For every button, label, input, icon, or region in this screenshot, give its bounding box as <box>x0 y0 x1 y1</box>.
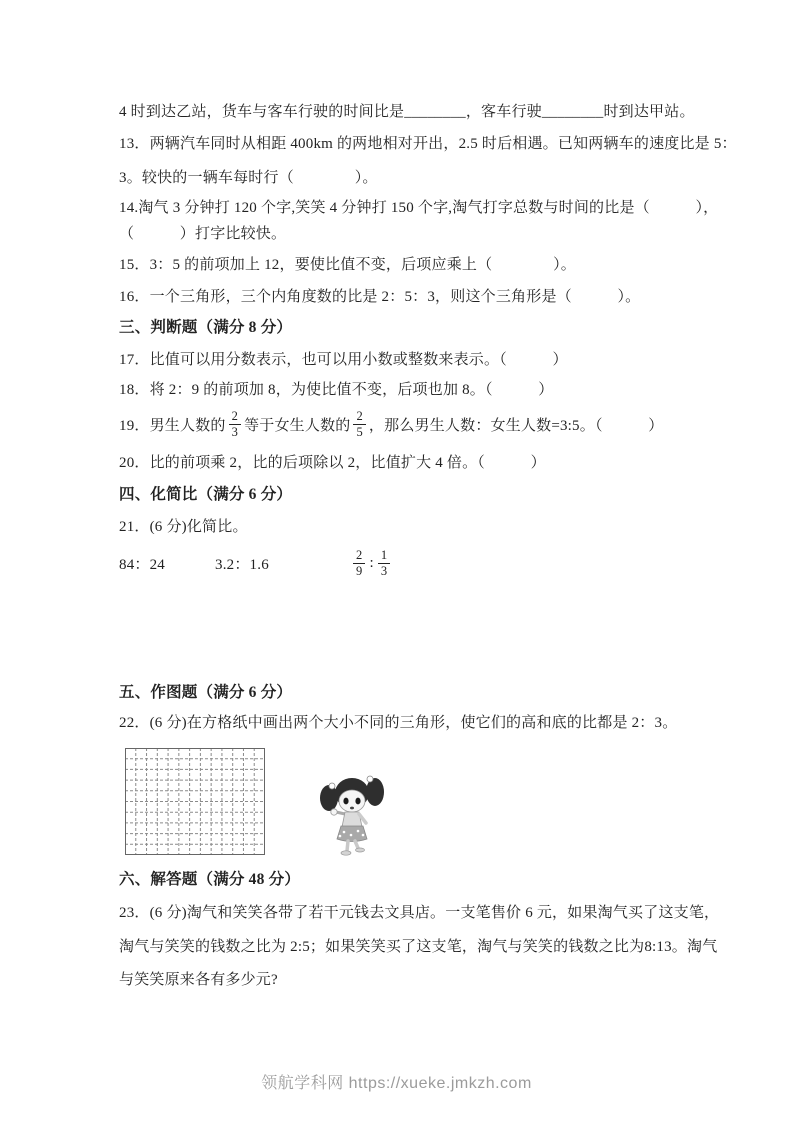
question-23-line-1: 23．(6 分)淘气和笑笑各带了若干元钱去文具店。一支笔售价 6 元，如果淘气买了这支笔， <box>119 905 720 921</box>
section-4-simplify-title: 四、化简比（满分 6 分） <box>119 486 293 503</box>
fraction-two-ninths: $\frac{2}{9}$ <box>353 548 365 578</box>
question-23-line-2: 淘气与笑笑的钱数之比为 2:5；如果笑笑买了这支笔，淘气与笑笑的钱数之比为8:13。淘气 <box>119 939 718 955</box>
question-18: 18．将 2：9 的前项加 8，为使比值不变，后项也加 8。（ ） <box>119 382 554 398</box>
site-watermark: 领航学科网 https://xueke.jmkzh.com <box>261 1075 532 1092</box>
ratio-item-2: 3.2：1.6 <box>215 556 269 573</box>
fraction-one-third: $\frac{1}{3}$ <box>378 548 390 578</box>
fraction-two-thirds: $\frac{2}{3}$ <box>229 409 241 439</box>
ratio-item-3 <box>350 540 393 586</box>
fraction-two-fifths: $\frac{2}{5}$ <box>353 409 365 439</box>
question-14-line-2: （ ）打字比较快。 <box>119 226 287 242</box>
section-5-drawing-title: 五、作图题（满分 6 分） <box>119 684 293 701</box>
question-19-post: ，那么男生人数：女生人数=3:5。（ ） <box>368 417 664 434</box>
question-16: 16．一个三角形，三个内角度数的比是 2：5：3，则这个三角形是（ ）。 <box>119 289 641 305</box>
section-3-judgment-title: 三、判断题（满分 8 分） <box>119 319 293 336</box>
section-6-answer-title: 六、解答题（满分 48 分） <box>119 871 301 888</box>
question-19-pre: 19．男生人数的 <box>119 417 226 434</box>
question-21-items <box>0 540 793 586</box>
question-19-mid: 等于女生人数的 <box>244 417 351 434</box>
question-23-line-3: 与笑笑原来各有多少元? <box>119 972 278 988</box>
question-19 <box>119 404 685 444</box>
question-22: 22．(6 分)在方格纸中画出两个大小不同的三角形，使它们的高和底的比都是 2：3。 <box>119 715 678 731</box>
question-13-line-1: 13．两辆汽车同时从相距 400km 的两地相对开出，2.5 时后相遇。已知两辆车的速度比是 5： <box>119 136 737 152</box>
cartoon-girl-illustration <box>317 771 387 857</box>
question-14-line-1: 14.淘气 3 分钟打 120 个字,笑笑 4 分钟打 150 个字,淘气打字总数与时间的比是（ ）， <box>119 200 719 216</box>
question-13-line-2: 3。较快的一辆车每时行（ ）。 <box>119 170 378 186</box>
ratio-item-1: 84：24 <box>119 556 166 573</box>
question-21: 21．(6 分)化简比。 <box>119 519 248 535</box>
ratio-colon: : <box>369 554 374 571</box>
question-17: 17．比值可以用分数表示，也可以用小数或整数来表示。（ ） <box>119 352 568 368</box>
question-20: 20．比的前项乘 2，比的后项除以 2，比值扩大 4 倍。（ ） <box>119 455 546 471</box>
question-12-continuation: 4 时到达乙站，货车与客车行驶的时间比是________，客车行驶________时到达甲站。 <box>119 104 695 120</box>
grid-paper <box>125 748 265 855</box>
question-15: 15．3：5 的前项加上 12，要使比值不变，后项应乘上（ ）。 <box>119 257 577 273</box>
